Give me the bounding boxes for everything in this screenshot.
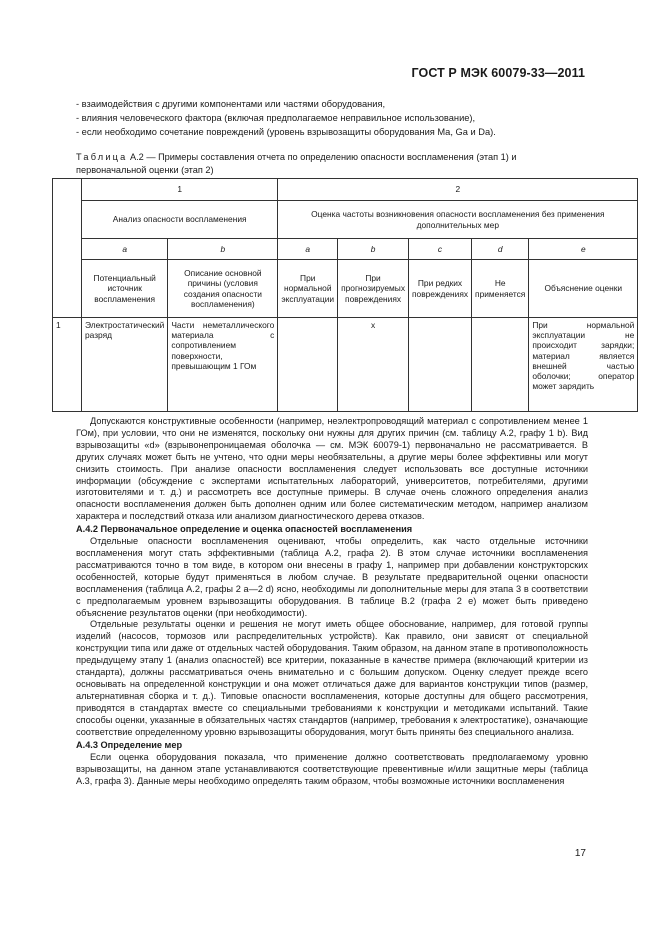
document-header: ГОСТ Р МЭК 60079-33—2011 bbox=[411, 66, 585, 80]
column-letter: b bbox=[338, 239, 409, 260]
column-letter: d bbox=[472, 239, 529, 260]
column-header: При прогнозируемых повреждениях bbox=[338, 260, 409, 318]
cell-rare bbox=[409, 318, 472, 412]
paragraph: Если оценка оборудования показала, что применение должно соответствовать предполагаемому уровню взрывозащиты, на данном этапе устанавливаются соответствующие превентивные и/или защитные меры (таблица А.3, графа 3). Данные меры необходимо определять таким образом, чтобы возможные источники воспламенения bbox=[76, 752, 588, 787]
cell-explanation: При нормальной эксплуатации не происходит зарядки; материал является внешней частью оболочки; оператор может зарядить bbox=[529, 318, 638, 412]
paragraph: Отдельные опасности воспламенения оценивают, чтобы определить, как часто отдельные источники воспламенения могут стать эффективными (таблица А.2, графа 2). В этом случае источники воспламенения рассматриваются точно в том виде, в котором они внесены в графу 1, например при добавлении конструкторских особенностей, которые будут применяться в любом случае. В результате предварительной оценки опасности воспламенения (таблица А.2, графы 2 a—2 d) ясно, необходимы ли дополнительные меры для этапа 3 в соответствии с предполагаемым уровнем взрывозащиты оборудования. В таблице В.2 (графа 2 e) может быть приведено объяснение результатов оценки (при необходимости). bbox=[76, 536, 588, 618]
paragraph: Отдельные результаты оценки и решения не могут иметь общее обоснование, например, для готовой группы изделий (насосов, тормозов или распределительных устройств). Как правило, они зависят от специальной конструкции типа или даже от отдельных частей оборудования. Таким образом, на данном этапе в противоположность предыдущему этапу 1 (анализ опасностей) все критерии, показанные в качестве примера (включающий критерии из стандарта), должны рассматриваться очень внимательно и с большим допуском. Оценку следует прежде всего основывать на определенной конструкции и она может отличаться даже для вариантов конструкции типов (размер, альтернативная сборка и т. д.). Типовые опасности воспламенения, которые доступны для общего рассмотрения, приводятся в стандартах вместе со специальными требованиями к конструкции и методиками испытаний. Такие способы оценки, указанные в обязательных частях стандартов (например, требования к электростатике), означающие соответствие определенному уровню взрывозащиты оборудования, могут быть приняты без специального анализа. bbox=[76, 619, 588, 737]
bullet-item: - влияния человеческого фактора (включая предполагаемое неправильное использование), bbox=[76, 113, 476, 124]
cell-not-applicable bbox=[472, 318, 529, 412]
column-letter: b bbox=[168, 239, 278, 260]
column-header: Потенциальный источник воспламенения bbox=[82, 260, 168, 318]
section-heading: А.4.2 Первоначальное определение и оценка опасностей воспламенения bbox=[76, 524, 413, 535]
column-header: При редких повреждениях bbox=[409, 260, 472, 318]
bullet-list bbox=[76, 97, 588, 140]
column-letter: a bbox=[278, 239, 338, 260]
table-caption bbox=[76, 151, 588, 176]
bullet-item: - взаимодействия с другими компонентами или частями оборудования, bbox=[76, 99, 386, 109]
assessment-table bbox=[52, 178, 638, 412]
column-letter: a bbox=[82, 239, 168, 260]
column-header: Не применяется bbox=[472, 260, 529, 318]
column-header: Описание основной причины (условия создания опасности воспламенения) bbox=[168, 260, 278, 318]
column-group-1-title: Анализ опасности воспламенения bbox=[82, 201, 278, 239]
cell-foreseeable: х bbox=[338, 318, 409, 412]
table-caption-text: А.2 — Примеры составления отчета по определению опасности воспламенения (этап 1) и первоначальной оценки (этап 2) bbox=[76, 152, 517, 175]
column-letter: e bbox=[529, 239, 638, 260]
table-caption-label: Таблица bbox=[76, 152, 128, 162]
column-header: Объяснение оценки bbox=[529, 260, 638, 318]
cell-source: Электростатический разряд bbox=[82, 318, 168, 412]
table-corner-cell bbox=[53, 179, 82, 318]
column-group-2-title: Оценка частоты возникновения опасности воспламенения без применения дополнительных мер bbox=[278, 201, 638, 239]
body-text bbox=[76, 416, 588, 788]
bullet-item: - если необходимо сочетание повреждений (уровень взрывозащиты оборудования Ma, Ga и Da). bbox=[76, 127, 496, 138]
column-group-1-number: 1 bbox=[82, 179, 278, 201]
page-number: 17 bbox=[574, 848, 586, 859]
column-group-2-number: 2 bbox=[278, 179, 638, 201]
cell-normal bbox=[278, 318, 338, 412]
column-header: При нормальной эксплуатации bbox=[278, 260, 338, 318]
paragraph: Допускаются конструктивные особенности (например, неэлектропроводящий материал с сопротивлением менее 1 ГОм), при условии, что они не изменятся, поскольку они нужны для других причин (см. таблицу А.2, графу 1 b). Вид взрывозащиты «d» (взрывонепроницаемая оболочка — см. МЭК 60079-1) первоначально не рассматривается. В других случаях может быть не учтено, что одни меры необязательны, а другие меры более эффективны или могут снизить стоимость. При анализе опасности воспламенения следует использовать все доступные источники информации (обсуждение с экспертами испытательных лабораторий, университетов, потребителями, другими изготовителями и т. д.) и рассмотреть все доступные примеры. В случае очень сложного определения анализ опасности воспламенения должен быть дополнен одним или более систематическим методом, например анализом характера и последствий отказа или анализом диагностического дерева отказов. bbox=[76, 416, 588, 522]
section-heading: А.4.3 Определение мер bbox=[76, 740, 183, 751]
column-letter: c bbox=[409, 239, 472, 260]
row-number: 1 bbox=[53, 318, 82, 412]
cell-cause: Части неметаллического материала с сопротивлением поверхности, превышающим 1 ГОм bbox=[168, 318, 278, 412]
